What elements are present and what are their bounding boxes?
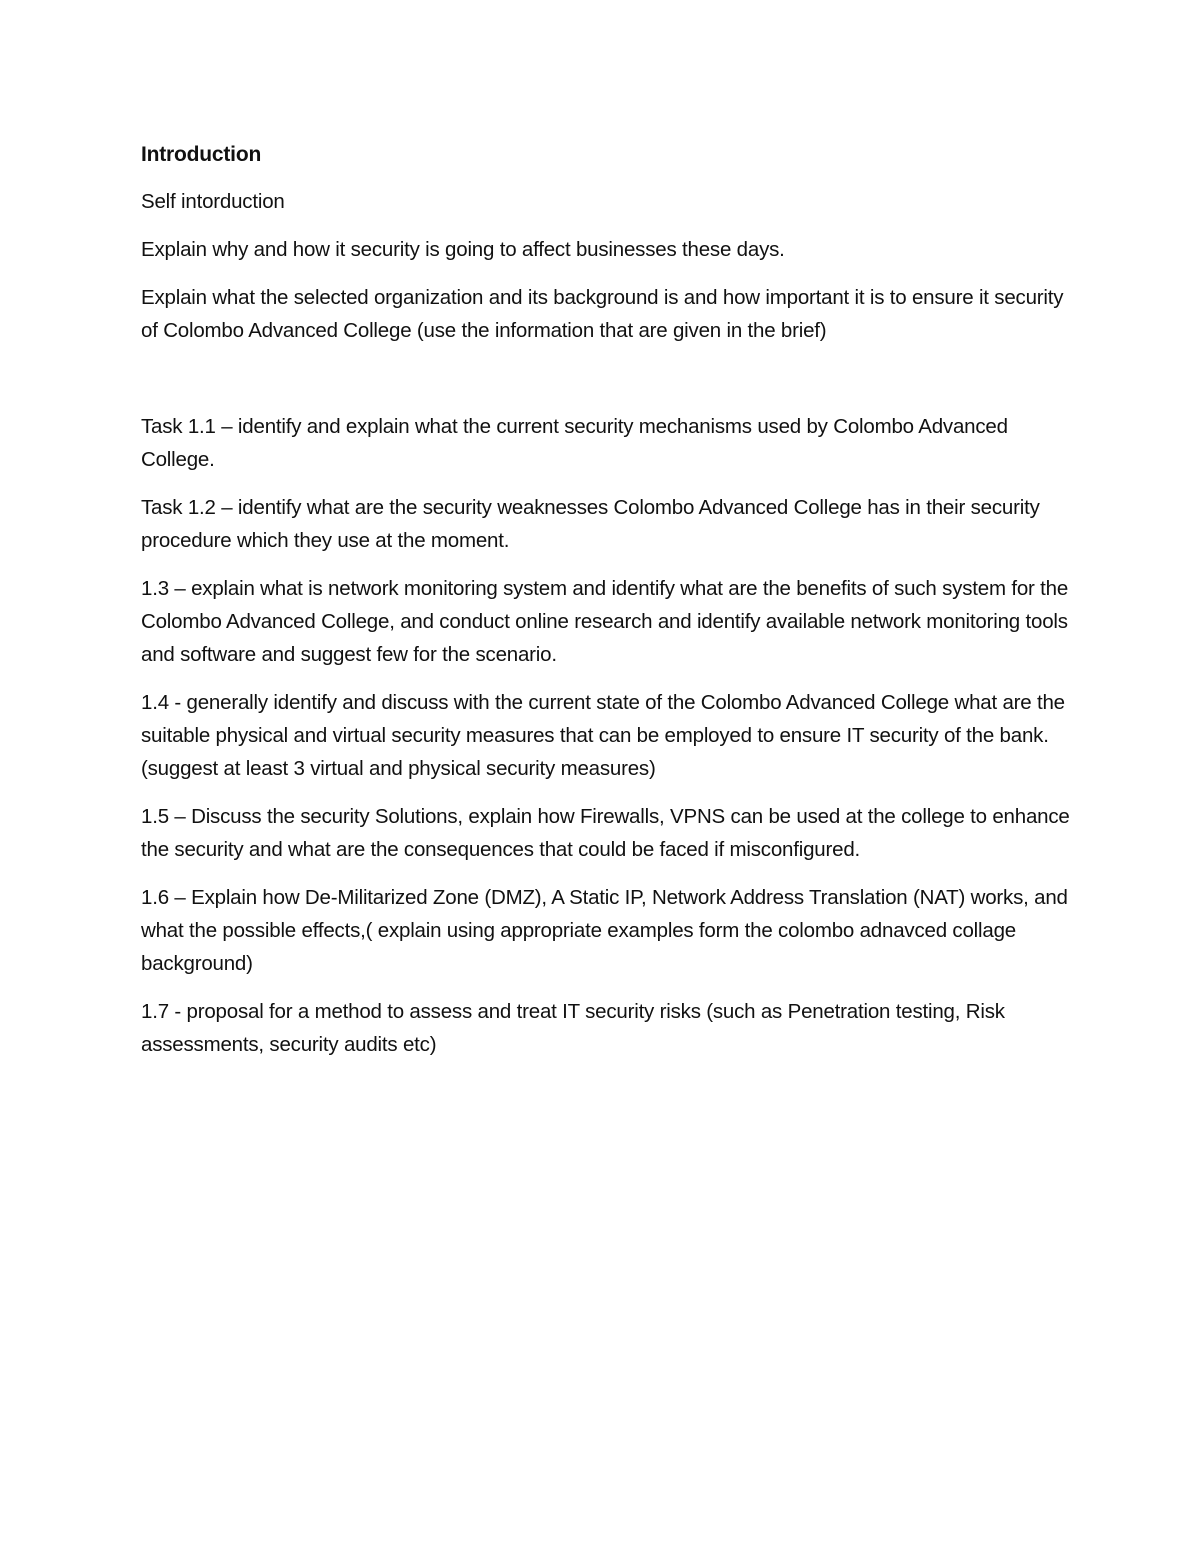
task-paragraph: 1.4 - generally identify and discuss with the current state of the Colombo Advanced College what are the suitable physical and virtual security measures that can be employed to ensure IT security of the bank. (suggest at least 3 virtual and physical security measures) — [141, 691, 1065, 780]
task-paragraph: Task 1.2 – identify what are the security weaknesses Colombo Advanced College has in their security procedure which they use at the moment. — [141, 496, 1040, 552]
task-paragraph: 1.7 - proposal for a method to assess and treat IT security risks (such as Penetration testing, Risk assessments, security audits etc) — [141, 1000, 1005, 1056]
document-body — [141, 138, 1071, 1076]
task-paragraph: 1.5 – Discuss the security Solutions, explain how Firewalls, VPNS can be used at the college to enhance the security and what are the consequences that could be faced if misconfigured. — [141, 805, 1070, 861]
section-heading: Introduction — [141, 143, 262, 166]
task-paragraph: Task 1.1 – identify and explain what the current security mechanisms used by Colombo Advanced College. — [141, 415, 1008, 471]
blank-line — [141, 362, 1071, 410]
intro-paragraph: Explain what the selected organization and its background is and how important it is to ensure it security of Colombo Advanced College (use the information that are given in the brief) — [141, 286, 1064, 342]
task-paragraph: 1.6 – Explain how De-Militarized Zone (DMZ), A Static IP, Network Address Translation (NAT) works, and what the possible effects,( explain using appropriate examples form the colombo adnavced collage background) — [141, 886, 1068, 975]
intro-paragraph: Explain why and how it security is going to affect businesses these days. — [141, 238, 785, 261]
task-paragraph: 1.3 – explain what is network monitoring system and identify what are the benefits of such system for the Colombo Advanced College, and conduct online research and identify available network monitoring tools and software and suggest few for the scenario. — [141, 577, 1069, 666]
intro-paragraph: Self intorduction — [141, 190, 285, 213]
